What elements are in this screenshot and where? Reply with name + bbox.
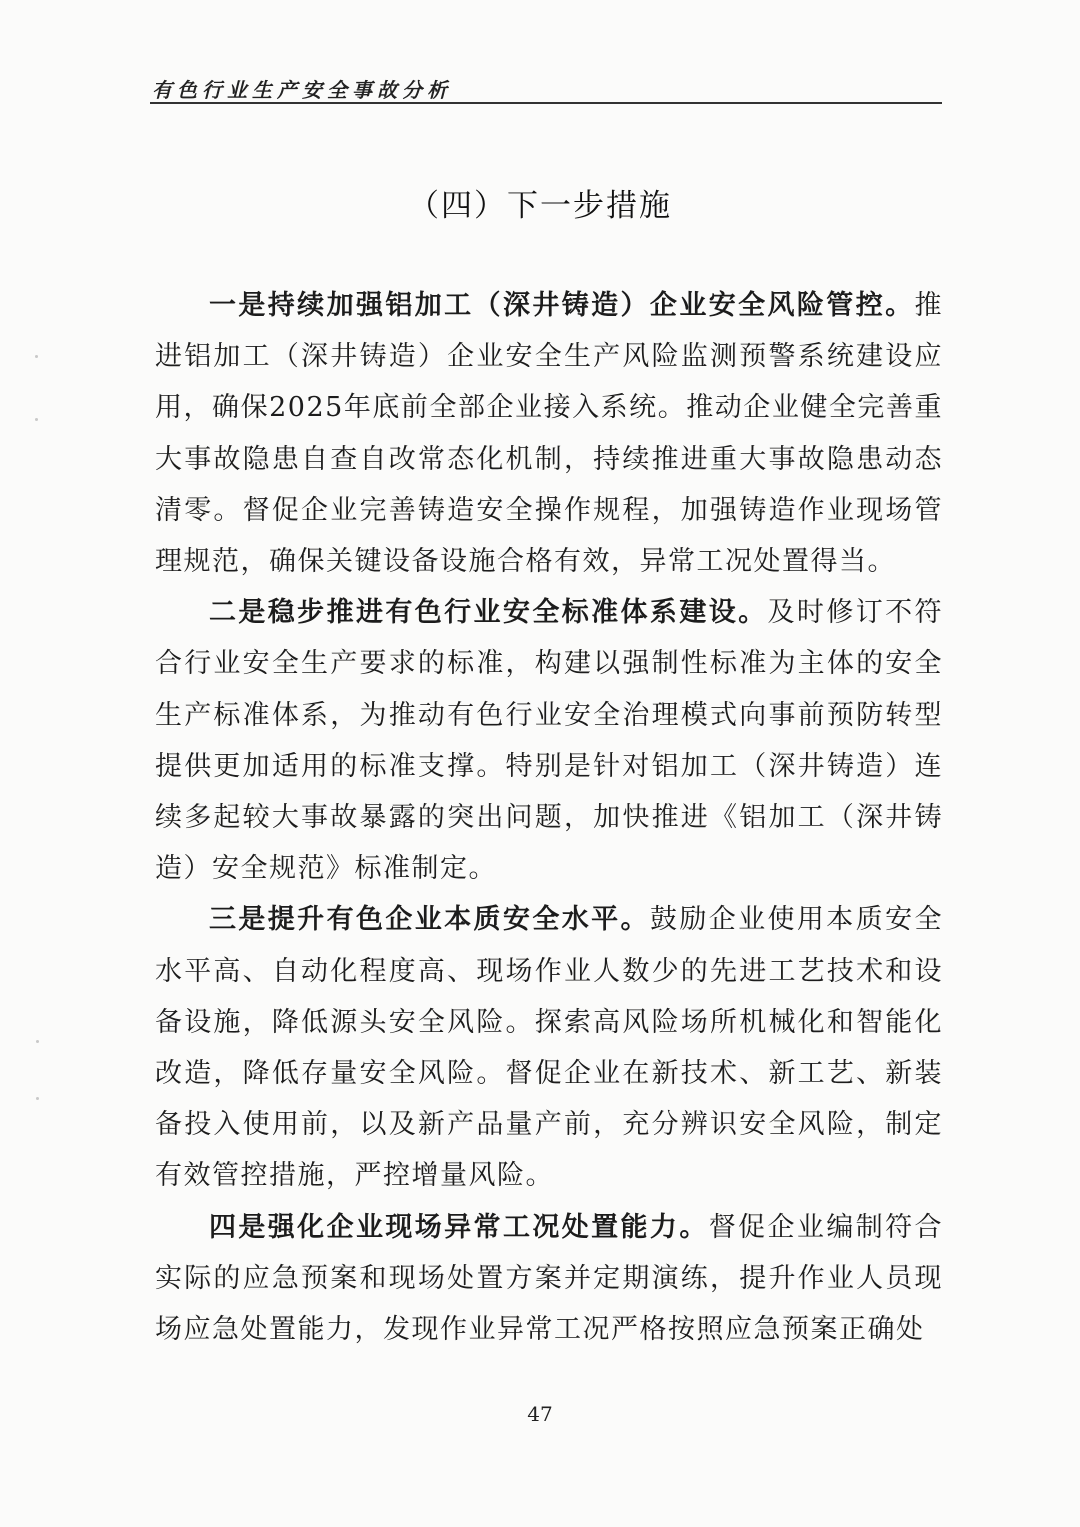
paragraph-measure-4: [155, 1202, 943, 1356]
paragraph-body: 督促企业编制符合实际的应急预案和现场处置方案并定期演练，提升作业人员现场应急处置能力，发现作业异常工况严格按照应急预案正确处: [155, 1211, 944, 1346]
paragraph-body: 推进铝加工（深井铸造）企业安全生产风险监测预警系统建设应用，确保2025年底前全部企业接入系统。推动企业健全完善重大事故隐患自查自改常态化机制，持续推进重大事故隐患动态清零。督促企业完善铸造安全操作规程，加强铸造作业现场管理规范，确保关键设备设施合格有效，异常工况处置得当。: [155, 290, 943, 578]
header-title: 有色行业生产安全事故分析: [152, 78, 452, 102]
paragraph-lead: 四是强化企业现场异常工况处置能力。: [209, 1211, 709, 1243]
paragraph-lead: 三是提升有色企业本质安全水平。: [209, 904, 650, 936]
paragraph-body: 鼓励企业使用本质安全水平高、自动化程度高、现场作业人数少的先进工艺技术和设备设施，降低源头安全风险。探索高风险场所机械化和智能化改造，降低存量安全风险。督促企业在新技术、新工艺、新装备投入使用前，以及新产品量产前，充分辨识安全风险，制定有效管控措施，严控增量风险。: [155, 904, 943, 1192]
paragraph-measure-2: [155, 587, 943, 894]
paragraph-lead: 一是持续加强铝加工（深井铸造）企业安全风险管控。: [209, 290, 915, 321]
body-text: [155, 280, 943, 1355]
running-header: [150, 72, 942, 104]
paragraph-measure-1: [155, 280, 943, 587]
page-number: 47: [527, 1402, 553, 1426]
paragraph-body: 及时修订不符合行业安全生产要求的标准，构建以强制性标准为主体的安全生产标准体系，为推动有色行业安全治理模式向事前预防转型提供更加适用的标准支撑。特别是针对铝加工（深井铸造）连续多起较大事故暴露的突出问题，加快推进《铝加工（深井铸造）安全规范》标准制定。: [155, 597, 944, 885]
scan-speck: [35, 355, 38, 358]
paragraph-measure-3: [155, 894, 943, 1201]
scan-speck: [35, 418, 38, 421]
paragraph-lead: 二是稳步推进有色行业安全标准体系建设。: [209, 597, 768, 629]
scan-speck: [36, 1097, 39, 1100]
scan-speck: [36, 1040, 39, 1043]
section-heading: （四）下一步措施: [408, 188, 672, 224]
